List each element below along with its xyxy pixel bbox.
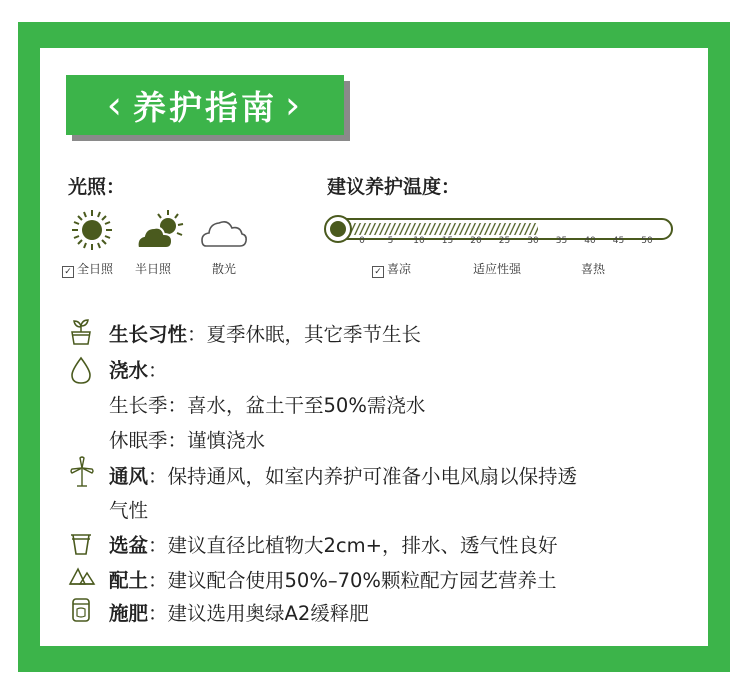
care-text: ：建议选用奥绿A2缓释肥 [148,602,369,625]
temperature-tick: 35 [555,236,568,246]
care-title: 选盆 [109,534,149,557]
light-option-partial-sun [135,260,171,277]
light-label: 光照： [68,176,126,198]
temperature-caption-cool [372,260,411,278]
temperature-tick: 5 [387,236,394,246]
light-option-label: 全日照 [77,262,114,276]
page-title-text: 养护指南 [133,87,277,127]
full-sun-icon [70,208,114,252]
frame-border-left [18,22,40,672]
water-drop-icon [68,355,94,385]
soil-mound-icon [68,563,96,587]
page-title [66,75,344,135]
temperature-tick: 30 [527,236,539,246]
checkbox-checked-icon: ✓ [62,266,74,278]
chevron-left-icon: ‹ [106,83,125,127]
temperature-tick: 15 [441,236,454,246]
temperature-tick: 50 [641,236,653,246]
care-title: 通风 [109,465,149,488]
light-option-full-sun [62,260,113,278]
care-title: 配土 [109,569,149,592]
care-row-fertilizer [109,598,369,626]
suitable-range-fill [340,223,538,235]
care-row-wind-continued: 气性 [109,499,149,522]
partial-sun-icon [134,208,188,252]
temperature-caption-label: 喜热 [581,262,606,276]
diffuse-light-icon [200,214,248,250]
temperature-tick: 20 [470,236,482,246]
temperature-tick: 25 [498,236,511,246]
temperature-tick: 40 [584,236,596,246]
care-title: 生长习性 [109,323,188,346]
chevron-right-icon: › [285,83,304,127]
checkbox-checked-icon: ✓ [372,266,384,278]
light-option-diffuse [212,260,236,277]
water-detail-dormant: 休眠季：谨慎浇水 [109,429,266,452]
care-text: ： [148,359,168,382]
fertilizer-bag-icon [68,596,94,624]
temperature-caption-label: 适应性强 [473,262,522,276]
care-text: ：建议直径比植物大2cm+，排水、透气性良好 [148,534,558,557]
care-row-pot [109,530,557,558]
temperature-caption-warm [581,260,605,277]
care-row-wind [109,461,577,489]
care-title: 施肥 [109,602,149,625]
frame-border-top [18,22,730,48]
light-option-label: 半日照 [135,262,172,276]
frame-border-right [708,22,730,672]
water-detail-growing: 生长季：喜水，盆土干至50%需浇水 [109,394,426,417]
care-text: ：建议配合使用50%–70%颗粒配方园艺营养土 [148,569,557,592]
temperature-tick: 45 [612,236,625,246]
temperature-label: 建议养护温度： [327,176,461,198]
care-row-soil [109,565,556,593]
care-row-water [109,355,168,383]
care-title: 浇水 [109,359,149,382]
temperature-caption-label: 喜凉 [387,262,412,276]
care-text: ：保持通风，如室内养护可准备小电风扇以保持透 [148,465,578,488]
flower-pot-icon [68,531,94,557]
wind-turbine-icon [68,456,96,488]
care-text: ：夏季休眠，其它季节生长 [187,323,422,346]
frame-border-bottom [18,646,730,672]
light-option-label: 散光 [212,262,237,276]
temperature-tick: 10 [413,236,425,246]
plant-pot-icon [68,318,94,346]
temperature-caption-adaptive [473,260,521,277]
temperature-tick: 0 [359,236,365,246]
care-row-growth [109,319,421,347]
